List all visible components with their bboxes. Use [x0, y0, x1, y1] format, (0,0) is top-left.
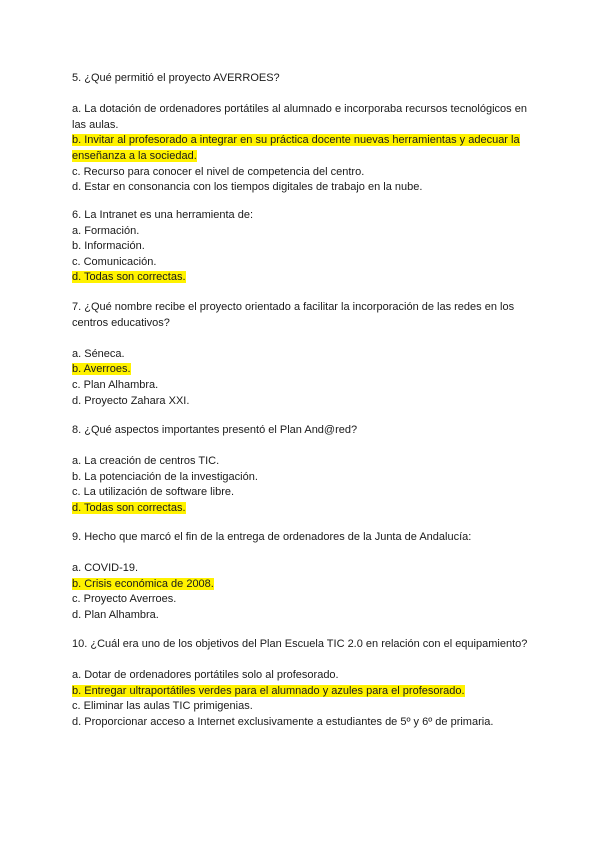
question-text: 6. La Intranet es una herramienta de:: [72, 209, 254, 221]
question-text: 10. ¿Cuál era uno de los objetivos del Plan Escuela TIC 2.0 en relación con el equipamiento?: [72, 638, 528, 650]
question-text: 5. ¿Qué permitió el proyecto AVERROES?: [72, 72, 280, 84]
answer-option: c. La utilización de software libre.: [72, 486, 235, 499]
answer-option-correct: [72, 684, 528, 700]
answer-option: d. Proporcionar acceso a Internet exclusivamente a estudiantes de 5º y 6º de primaria.: [72, 715, 494, 728]
correct-answer-highlight: b. Crisis económica de 2008.: [72, 577, 214, 590]
answer-option: a. Séneca.: [72, 347, 125, 360]
answer-option-correct: [72, 133, 528, 164]
answer-option: d. Proyecto Zahara XXI.: [72, 394, 190, 407]
question-block: [72, 530, 528, 624]
question-block: [72, 71, 528, 196]
question-block: [72, 208, 528, 286]
answer-option: b. Información.: [72, 240, 145, 253]
answer-option-correct: [72, 501, 528, 517]
answer-option: c. Plan Alhambra.: [72, 378, 159, 391]
answer-option: d. Plan Alhambra.: [72, 608, 159, 621]
question-block: [72, 637, 528, 731]
question-block: [72, 423, 528, 517]
answer-option-correct: [72, 362, 528, 378]
answer-option: a. Formación.: [72, 224, 140, 237]
question-text: 7. ¿Qué nombre recibe el proyecto orientado a facilitar la incorporación de las redes en los centros educativos?: [72, 301, 515, 329]
answer-option: c. Recurso para conocer el nivel de competencia del centro.: [72, 165, 365, 178]
answer-option: c. Eliminar las aulas TIC primigenias.: [72, 700, 253, 713]
answer-option: d. Estar en consonancia con los tiempos digitales de trabajo en la nube.: [72, 181, 423, 194]
answer-option: a. COVID-19.: [72, 562, 139, 575]
correct-answer-highlight: b. Invitar al profesorado a integrar en su práctica docente nuevas herramientas y adecuar la enseñanza a la sociedad.: [72, 134, 520, 162]
correct-answer-highlight: b. Entregar ultraportátiles verdes para el alumnado y azules para el profesorado.: [72, 684, 465, 697]
question-block: [72, 300, 528, 409]
question-text: 8. ¿Qué aspectos importantes presentó el Plan And@red?: [72, 424, 358, 436]
answer-option: a. La dotación de ordenadores portátiles al alumnado e incorporaba recursos tecnológicos en las aulas.: [72, 103, 527, 131]
question-text: 9. Hecho que marcó el fin de la entrega de ordenadores de la Junta de Andalucía:: [72, 531, 472, 543]
answer-option-correct: [72, 270, 528, 286]
correct-answer-highlight: b. Averroes.: [72, 363, 131, 376]
answer-option: a. Dotar de ordenadores portátiles solo al profesorado.: [72, 669, 339, 682]
answer-option: a. La creación de centros TIC.: [72, 455, 220, 468]
correct-answer-highlight: d. Todas son correctas.: [72, 501, 186, 514]
answer-option-correct: [72, 577, 528, 593]
answer-option: b. La potenciación de la investigación.: [72, 470, 258, 483]
correct-answer-highlight: d. Todas son correctas.: [72, 271, 186, 284]
answer-option: c. Comunicación.: [72, 255, 157, 268]
answer-option: c. Proyecto Averroes.: [72, 593, 177, 606]
